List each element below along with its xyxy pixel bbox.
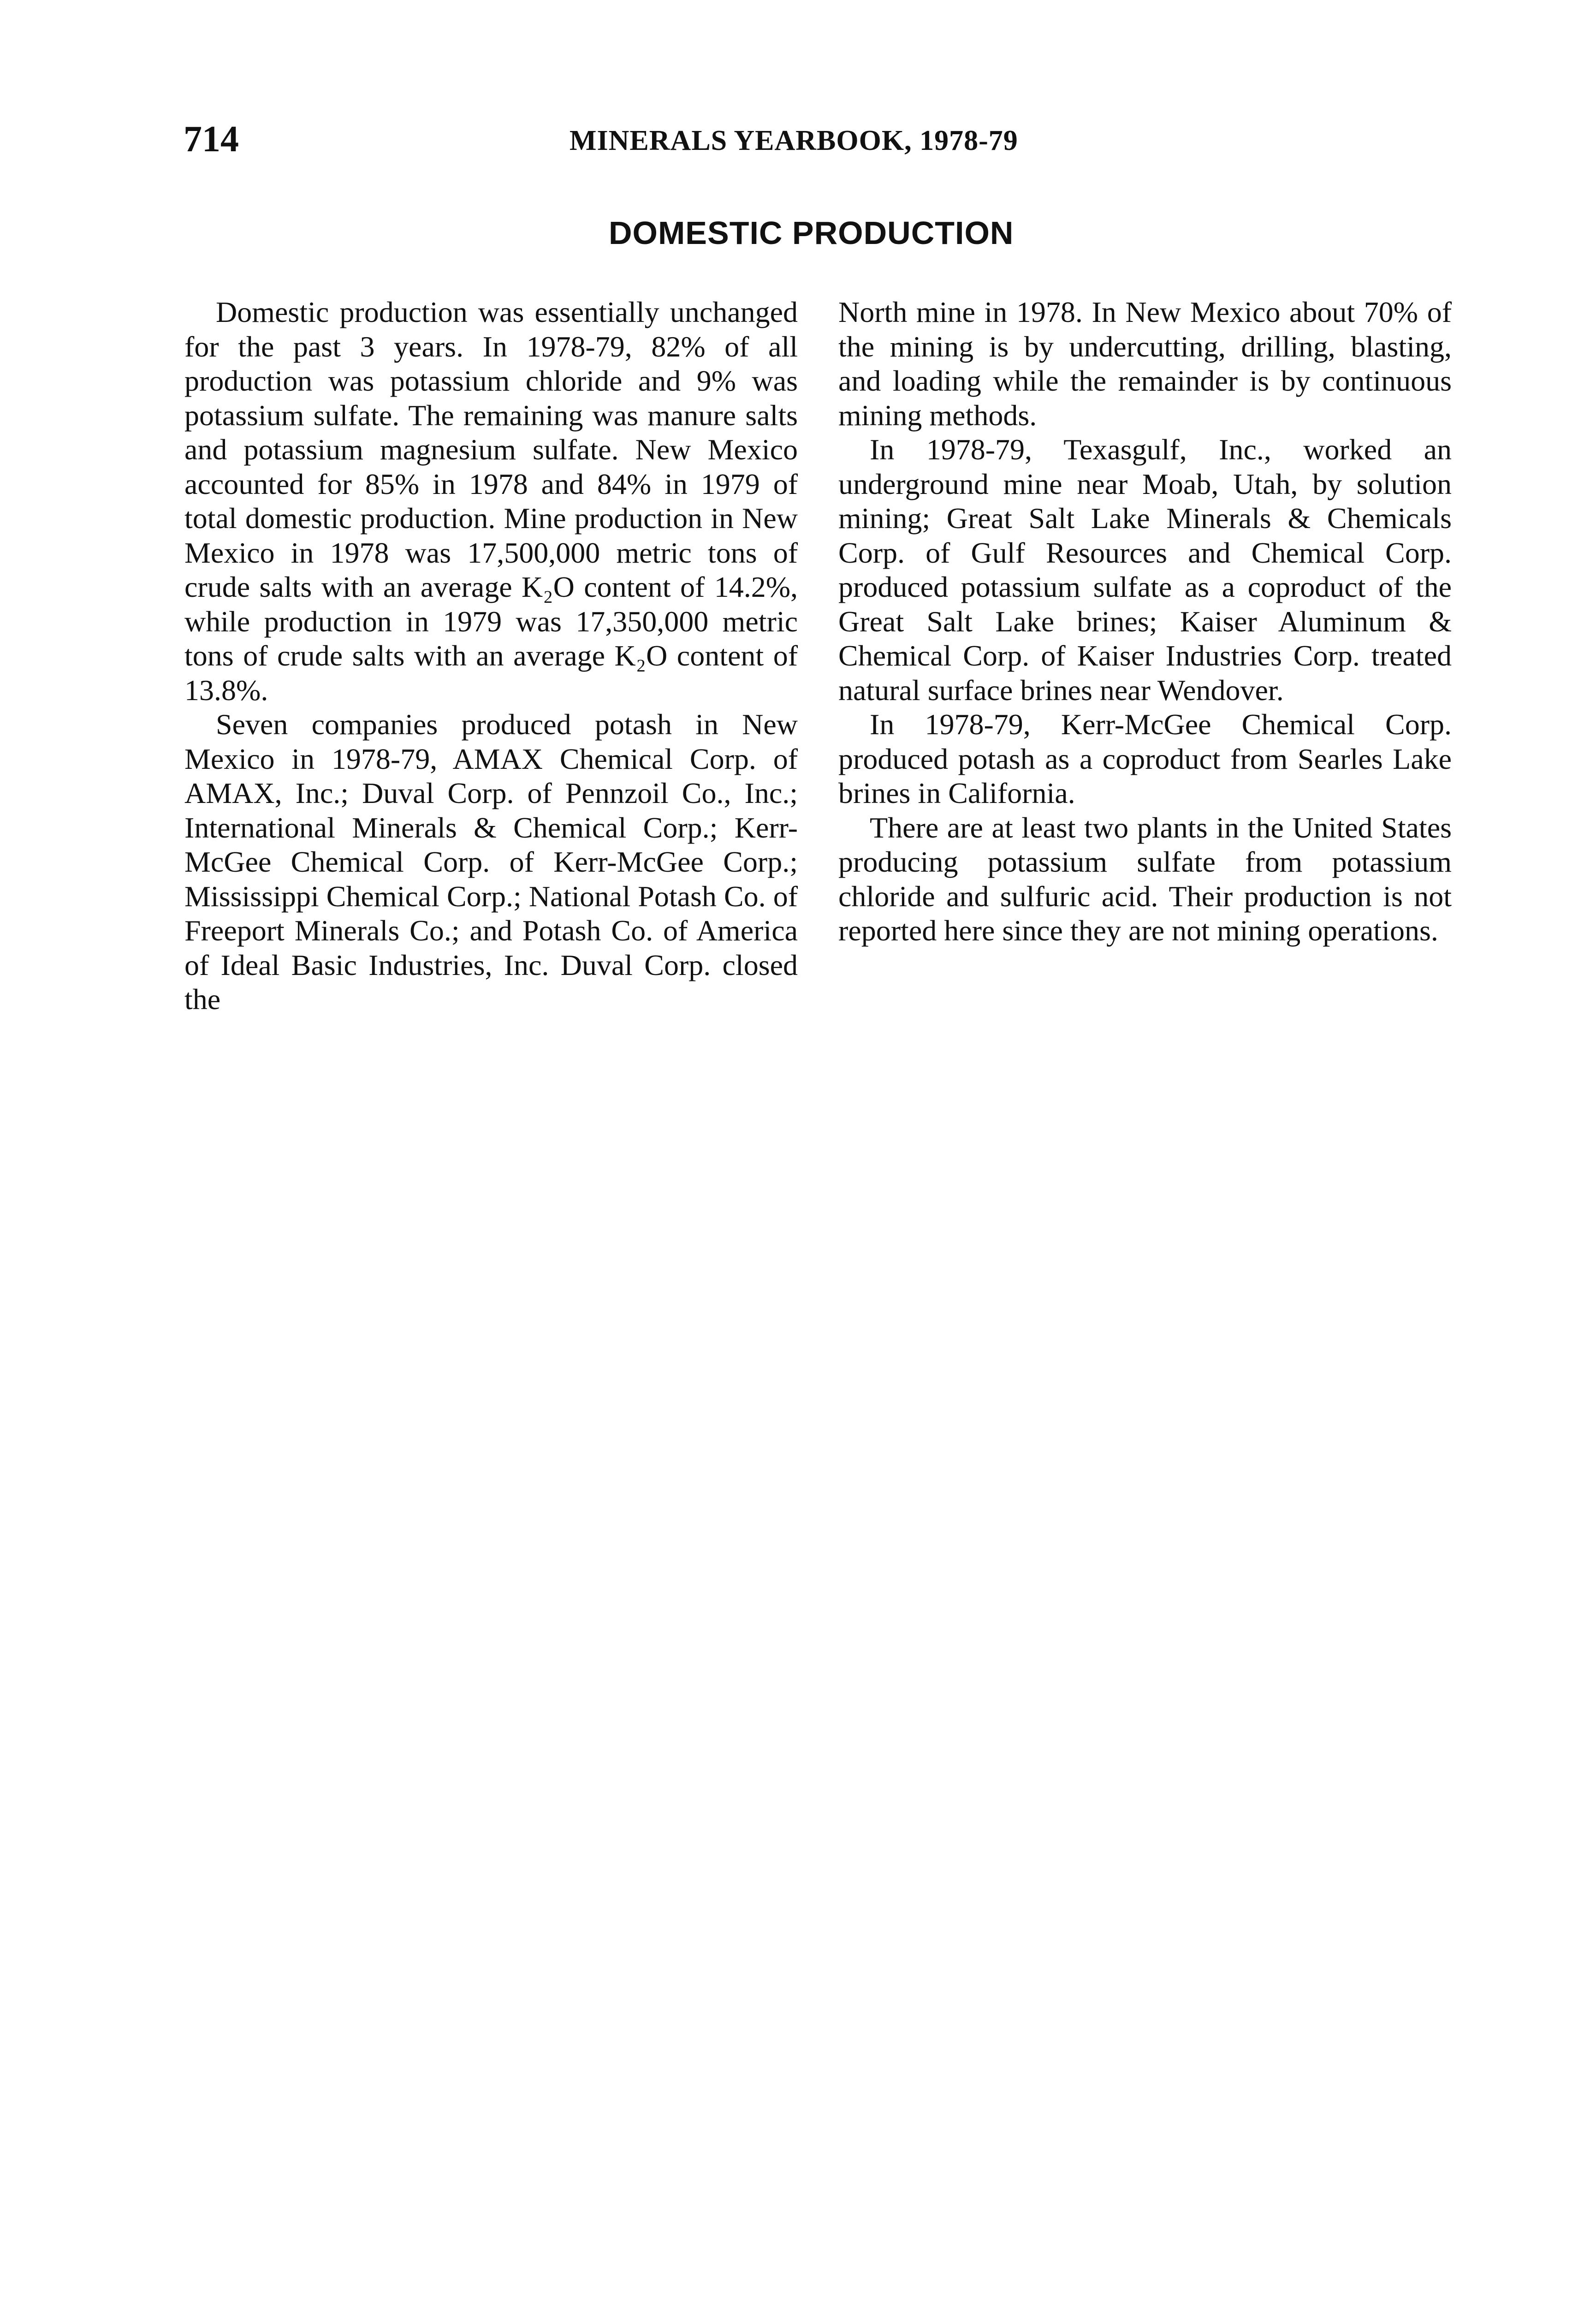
paragraph: There are at least two plants in the United States producing potassium sulfate from potassium chloride and sulfuric acid. Their production is not reported here since they are not mining operations. <box>838 811 1452 947</box>
left-column <box>184 295 798 1017</box>
right-column <box>838 295 1452 948</box>
paragraph: Seven companies produced potash in New Mexico in 1978-79, AMAX Chemical Corp. of AMAX, Inc.; Duval Corp. of Pennzoil Co., Inc.; International Minerals & Chemical Corp.; Kerr-McGee Chemical Corp. of Kerr-McGee Corp.; Mississippi Chemical Corp.; National Potash Co. of Freeport Minerals Co.; and Potash Co. of America of Ideal Basic Industries, Inc. Duval Corp. closed the <box>184 708 798 1016</box>
paragraph: In 1978-79, Kerr-McGee Chemical Corp. produced potash as a coproduct from Searles Lake brines in California. <box>838 708 1452 809</box>
section-heading: DOMESTIC PRODUCTION <box>609 215 1014 251</box>
paragraph-continued: North mine in 1978. In New Mexico about 70% of the mining is by undercutting, drilling, blasting, and loading while the remainder is by continuous mining methods. <box>838 296 1452 432</box>
paragraph: In 1978-79, Texasgulf, Inc., worked an underground mine near Moab, Utah, by solution mining; Great Salt Lake Minerals & Chemicals Corp. of Gulf Resources and Chemical Corp. produced potassium sulfate as a coproduct of the Great Salt Lake brines; Kaiser Aluminum & Chemical Corp. of Kaiser Industries Corp. treated natural surface brines near Wendover. <box>838 433 1452 707</box>
paragraph: Domestic production was essentially unchanged for the past 3 years. In 1978-79, 82% of all production was potassium chloride and 9% was potassium sulfate. The remaining was manure salts and potassium magnesium sulfate. New Mexico accounted for 85% in 1978 and 84% in 1979 of total domestic production. Mine production in New Mexico in 1978 was 17,500,000 metric tons of crude salts with an average K₂O content of 14.2%, while production in 1979 was 17,350,000 metric tons of crude salts with an average K₂O content of 13.8%. <box>184 296 798 707</box>
page-number: 714 <box>184 119 239 160</box>
running-title: MINERALS YEARBOOK, 1978-79 <box>570 125 1018 156</box>
